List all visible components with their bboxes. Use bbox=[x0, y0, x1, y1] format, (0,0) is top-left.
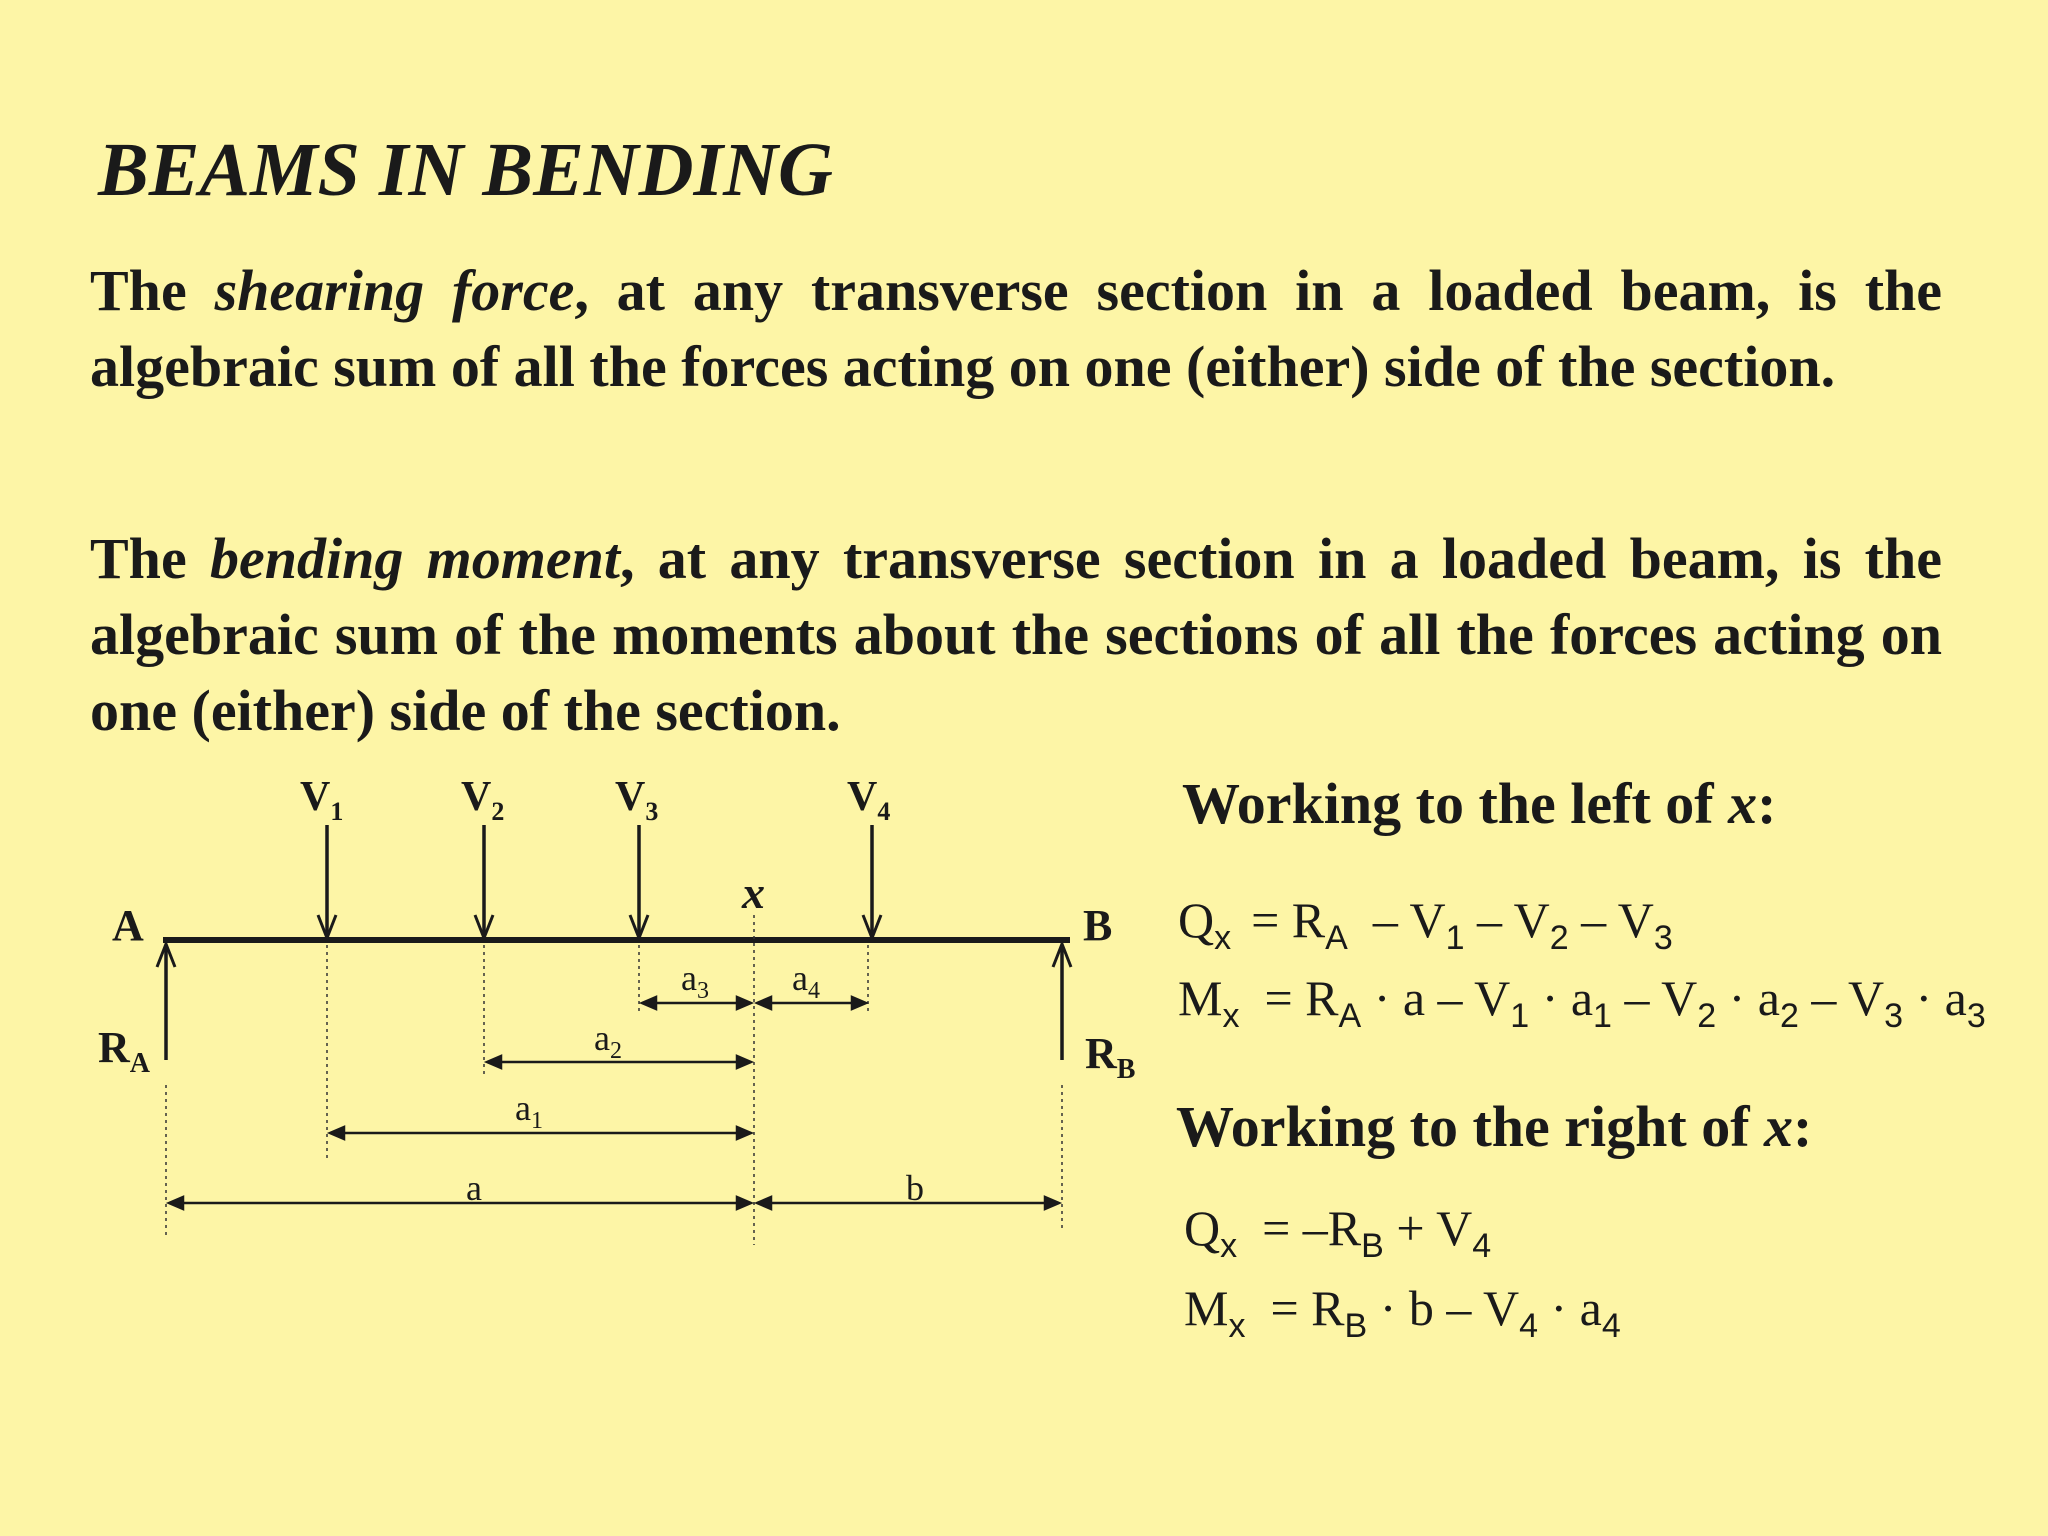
label-text: R bbox=[1085, 1029, 1117, 1078]
label-reaction-b bbox=[1085, 1029, 1135, 1085]
eq-subscript: 2 bbox=[1549, 919, 1569, 957]
eq-term: – V bbox=[1464, 892, 1550, 948]
label-load-v3 bbox=[615, 774, 658, 826]
heading-var: x bbox=[1764, 1094, 1794, 1159]
heading-text: Working to the left of bbox=[1182, 771, 1729, 836]
reaction-arrow-a bbox=[157, 944, 175, 1060]
label-text: a bbox=[515, 1088, 531, 1128]
load-arrow-v4 bbox=[863, 825, 881, 938]
label-text: V bbox=[461, 774, 492, 820]
heading-colon: : bbox=[1793, 1094, 1813, 1159]
eq-term: = R bbox=[1245, 1280, 1345, 1336]
eq-subscript: A bbox=[1325, 919, 1348, 957]
label-load-v1 bbox=[300, 774, 343, 826]
eq-term: = –R bbox=[1237, 1200, 1362, 1256]
label-text: a bbox=[792, 958, 808, 998]
label-subscript: B bbox=[1116, 1054, 1136, 1085]
heading-var: x bbox=[1728, 771, 1758, 836]
load-arrow-v1 bbox=[318, 825, 336, 938]
dimension-lines bbox=[169, 997, 1059, 1209]
eq-subscript: 3 bbox=[1966, 997, 1986, 1035]
label-subscript: 4 bbox=[877, 797, 891, 826]
eq-subscript: 2 bbox=[1779, 997, 1799, 1035]
label-text: V bbox=[847, 774, 878, 820]
eq-term: · b – V bbox=[1367, 1280, 1520, 1336]
label-text: R bbox=[98, 1023, 130, 1072]
eq-term: · a bbox=[1538, 1280, 1602, 1336]
eq-subscript: 4 bbox=[1472, 1227, 1492, 1265]
eq-symbol: Q bbox=[1184, 1200, 1221, 1256]
label-reaction-a bbox=[98, 1023, 151, 1079]
eq-term: · a bbox=[1903, 970, 1967, 1026]
label-subscript: A bbox=[129, 1048, 151, 1079]
label-support-a: A bbox=[112, 901, 144, 950]
label-text: a bbox=[594, 1018, 610, 1058]
eq-term: – V bbox=[1798, 970, 1885, 1026]
term-shearing-force: shearing force bbox=[214, 258, 575, 323]
load-arrow-v2 bbox=[475, 825, 493, 938]
eq-subscript: 4 bbox=[1601, 1307, 1621, 1345]
label-subscript: 2 bbox=[609, 1038, 622, 1064]
text-run: , at any transverse section in a loaded beam, is the algebraic sum of all the forces acting on one (either) side of the section. bbox=[90, 258, 1943, 399]
eq-subscript: B bbox=[1361, 1227, 1384, 1265]
eq-symbol: M bbox=[1184, 1280, 1229, 1336]
label-text: a bbox=[681, 958, 697, 998]
heading-text: Working to the right of bbox=[1176, 1094, 1765, 1159]
label-dim-b: b bbox=[906, 1168, 924, 1208]
label-subscript: 1 bbox=[530, 1108, 543, 1134]
eq-subscript: 1 bbox=[1593, 997, 1612, 1035]
eq-subscript: A bbox=[1338, 997, 1362, 1035]
label-dim-a1 bbox=[515, 1088, 543, 1134]
eq-subscript: x bbox=[1220, 1227, 1238, 1265]
eq-subscript: 1 bbox=[1445, 919, 1465, 957]
eq-subscript: x bbox=[1228, 1307, 1246, 1345]
eq-subscript: 3 bbox=[1653, 919, 1673, 957]
label-dim-a4 bbox=[792, 958, 820, 1004]
eq-subscript: x bbox=[1222, 997, 1240, 1035]
label-dim-a: a bbox=[466, 1168, 482, 1208]
label-dim-a2 bbox=[594, 1018, 622, 1064]
eq-subscript: 1 bbox=[1510, 997, 1530, 1035]
text-run: The bbox=[90, 526, 210, 591]
reaction-arrow-b bbox=[1053, 944, 1071, 1060]
label-text: V bbox=[300, 774, 331, 820]
text-run: , at any transverse section in a loaded beam, is the algebraic sum of the moments about the sections of all the forces acting on one (either) side of the section. bbox=[90, 526, 1943, 743]
label-subscript: 1 bbox=[330, 797, 344, 826]
label-support-b: B bbox=[1083, 901, 1113, 950]
eq-term: + V bbox=[1383, 1200, 1473, 1256]
eq-symbol: Q bbox=[1178, 892, 1215, 948]
label-subscript: 3 bbox=[696, 978, 709, 1004]
label-load-v4 bbox=[847, 774, 890, 826]
label-dim-a3 bbox=[681, 958, 709, 1004]
eq-term: · a – V bbox=[1361, 970, 1511, 1026]
load-arrow-v3 bbox=[630, 825, 648, 938]
eq-symbol: M bbox=[1178, 970, 1223, 1026]
eq-subscript: 2 bbox=[1697, 997, 1717, 1035]
eq-subscript: x bbox=[1214, 919, 1232, 957]
eq-term: – V bbox=[1360, 892, 1446, 948]
eq-subscript: 4 bbox=[1519, 1307, 1538, 1345]
eq-term: = R bbox=[1239, 970, 1339, 1026]
eq-term: · a bbox=[1716, 970, 1780, 1026]
heading-colon: : bbox=[1757, 771, 1777, 836]
label-subscript: 4 bbox=[807, 978, 820, 1004]
eq-term: · a bbox=[1529, 970, 1594, 1026]
term-bending-moment: bending moment bbox=[209, 526, 620, 591]
extension-lines bbox=[166, 915, 1062, 1245]
label-section-x: x bbox=[742, 867, 765, 918]
label-subscript: 2 bbox=[491, 797, 505, 826]
eq-subscript: 3 bbox=[1884, 997, 1904, 1035]
label-load-v2 bbox=[461, 774, 504, 826]
eq-subscript: B bbox=[1344, 1307, 1368, 1345]
text-run: The bbox=[90, 258, 215, 323]
label-text: V bbox=[615, 774, 646, 820]
slide-title: BEAMS IN BENDING bbox=[98, 128, 833, 212]
eq-term: – V bbox=[1568, 892, 1654, 948]
eq-term: = R bbox=[1251, 892, 1326, 948]
label-subscript: 3 bbox=[645, 797, 659, 826]
eq-term: – V bbox=[1611, 970, 1698, 1026]
